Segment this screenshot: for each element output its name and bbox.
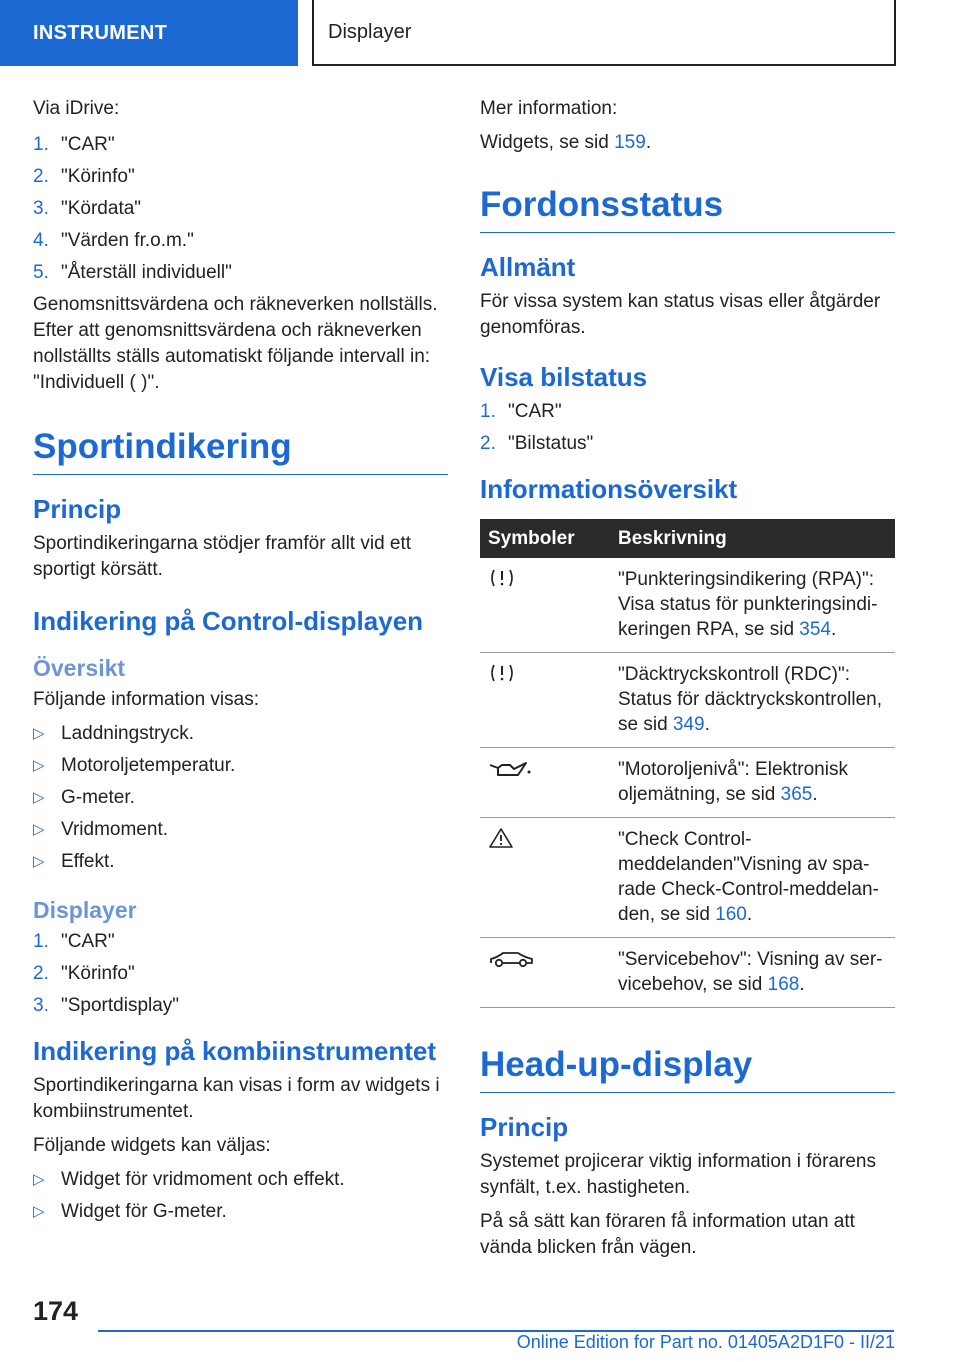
hud-paragraph-1: Systemet projicerar viktig information i förarens synfält, t.ex. hastigheten.	[480, 1151, 876, 1198]
heading-visa-bilstatus: Visa bilstatus	[480, 362, 648, 392]
list-item: 1. "CAR"	[33, 931, 115, 952]
list-item: 4. "Värden fr.o.m."	[33, 230, 194, 251]
heading-displayer: Displayer	[33, 897, 137, 923]
heading-oversikt: Översikt	[33, 655, 126, 681]
heading-sportindikering: Sportindikering	[33, 426, 448, 475]
edition-text: Online Edition for Part no. 01405A2D1F0 - II/21	[516, 1332, 895, 1352]
symbol-table	[480, 519, 895, 1008]
list-item: ▷ Effekt.	[33, 851, 115, 872]
bilstatus-steps-list	[480, 399, 895, 457]
list-item: 1. "CAR"	[480, 401, 562, 422]
table-header-row	[480, 519, 895, 558]
kombi-paragraph-2: Följande widgets kan väljas:	[33, 1135, 271, 1156]
list-item: ▷ Motoroljetemperatur.	[33, 755, 236, 776]
widgets-ref: Widgets, se sid 159.	[480, 132, 652, 153]
tire-warning-icon	[488, 567, 516, 589]
heading-head-up-display: Head-up-display	[480, 1044, 895, 1093]
princip-paragraph: Sportindikeringarna stödjer framför allt vid ett sportigt körsätt.	[33, 533, 412, 580]
tire-warning-icon	[488, 662, 516, 684]
allmant-paragraph: För vissa system kan status visas eller åtgärder genomföras.	[480, 291, 881, 338]
page-link[interactable]: 365	[780, 784, 813, 805]
list-item: 5. "Återställ individuell"	[33, 262, 232, 283]
list-item: 2. "Körinfo"	[33, 963, 135, 984]
page-link[interactable]: 349	[672, 714, 705, 735]
page-link[interactable]: 160	[715, 904, 747, 925]
chapter-title: Displayer	[312, 0, 896, 66]
table-row: "Däcktryckskontroll (RDC)": Status för däcktryckskontrollen, se sid 349.	[480, 653, 895, 748]
oil-can-icon	[488, 757, 532, 781]
list-item: ▷ G-meter.	[33, 787, 135, 808]
table-row: "Punkteringsindikering (RPA)": Visa status för punkteringsindikeringen RPA, se sid 354.	[480, 558, 895, 653]
heading-fordonsstatus: Fordonsstatus	[480, 184, 895, 233]
column-header: Beskrivning	[610, 519, 895, 558]
list-item: ▷ Vridmoment.	[33, 819, 168, 840]
heading-princip: Princip	[33, 494, 122, 524]
page-number: 174	[33, 1296, 79, 1326]
list-item: ▷ Widget för G-meter.	[33, 1201, 227, 1222]
idrive-intro: Via iDrive:	[33, 98, 120, 119]
hud-paragraph-2: På så sätt kan föraren få information utan att vända blicken från vägen.	[480, 1211, 855, 1258]
reset-paragraph: Genomsnittsvärdena och räkneverken nollställs. Efter att genomsnittsvärdena och räkneverken nollställts ställs automatiskt följande intervall in: "Individuell ( )".	[33, 294, 438, 393]
list-item: 3. "Kördata"	[33, 198, 142, 219]
car-service-icon	[488, 947, 536, 971]
heading-allmant: Allmänt	[480, 252, 576, 282]
table-row: "Servicebehov": Visning av servicebehov, se sid 168.	[480, 938, 895, 1008]
table-row: "Motoroljenivå": Elektronisk oljemätning, se sid 365.	[480, 748, 895, 818]
section-tab: INSTRUMENT	[0, 0, 298, 66]
right-column	[480, 96, 895, 1269]
table-row: "Check Control-meddelanden"Visning av sparade Check-Control-meddelanden, se sid 160.	[480, 818, 895, 938]
kombi-paragraph-1: Sportindikeringarna kan visas i form av widgets i kombiinstrumentet.	[33, 1075, 440, 1122]
page-link[interactable]: 159	[614, 132, 646, 153]
widget-bullet-list	[33, 1167, 448, 1225]
mer-info-label: Mer information:	[480, 98, 618, 119]
page-link[interactable]: 354	[799, 619, 831, 640]
display-steps-list	[33, 929, 448, 1019]
oversikt-paragraph: Följande information visas:	[33, 689, 259, 710]
info-bullet-list	[33, 721, 448, 875]
page-link[interactable]: 168	[767, 974, 800, 995]
list-item: 1. "CAR"	[33, 134, 115, 155]
column-header: Symboler	[480, 519, 610, 558]
list-item: ▷ Widget för vridmoment och effekt.	[33, 1169, 345, 1190]
warning-triangle-icon	[488, 827, 514, 849]
left-column	[33, 96, 448, 1231]
page-header	[0, 0, 960, 66]
heading-control-display: Indikering på Control-displayen	[33, 606, 424, 636]
heading-hud-princip: Princip	[480, 1112, 569, 1142]
reset-steps-list	[33, 132, 448, 286]
heading-kombi: Indikering på kombiinstrumentet	[33, 1036, 437, 1066]
list-item: ▷ Laddningstryck.	[33, 723, 195, 744]
list-item: 3. "Sportdisplay"	[33, 995, 180, 1016]
list-item: 2. "Körinfo"	[33, 166, 135, 187]
heading-informationsoversikt: Informationsöversikt	[480, 474, 738, 504]
list-item: 2. "Bilstatus"	[480, 433, 594, 454]
